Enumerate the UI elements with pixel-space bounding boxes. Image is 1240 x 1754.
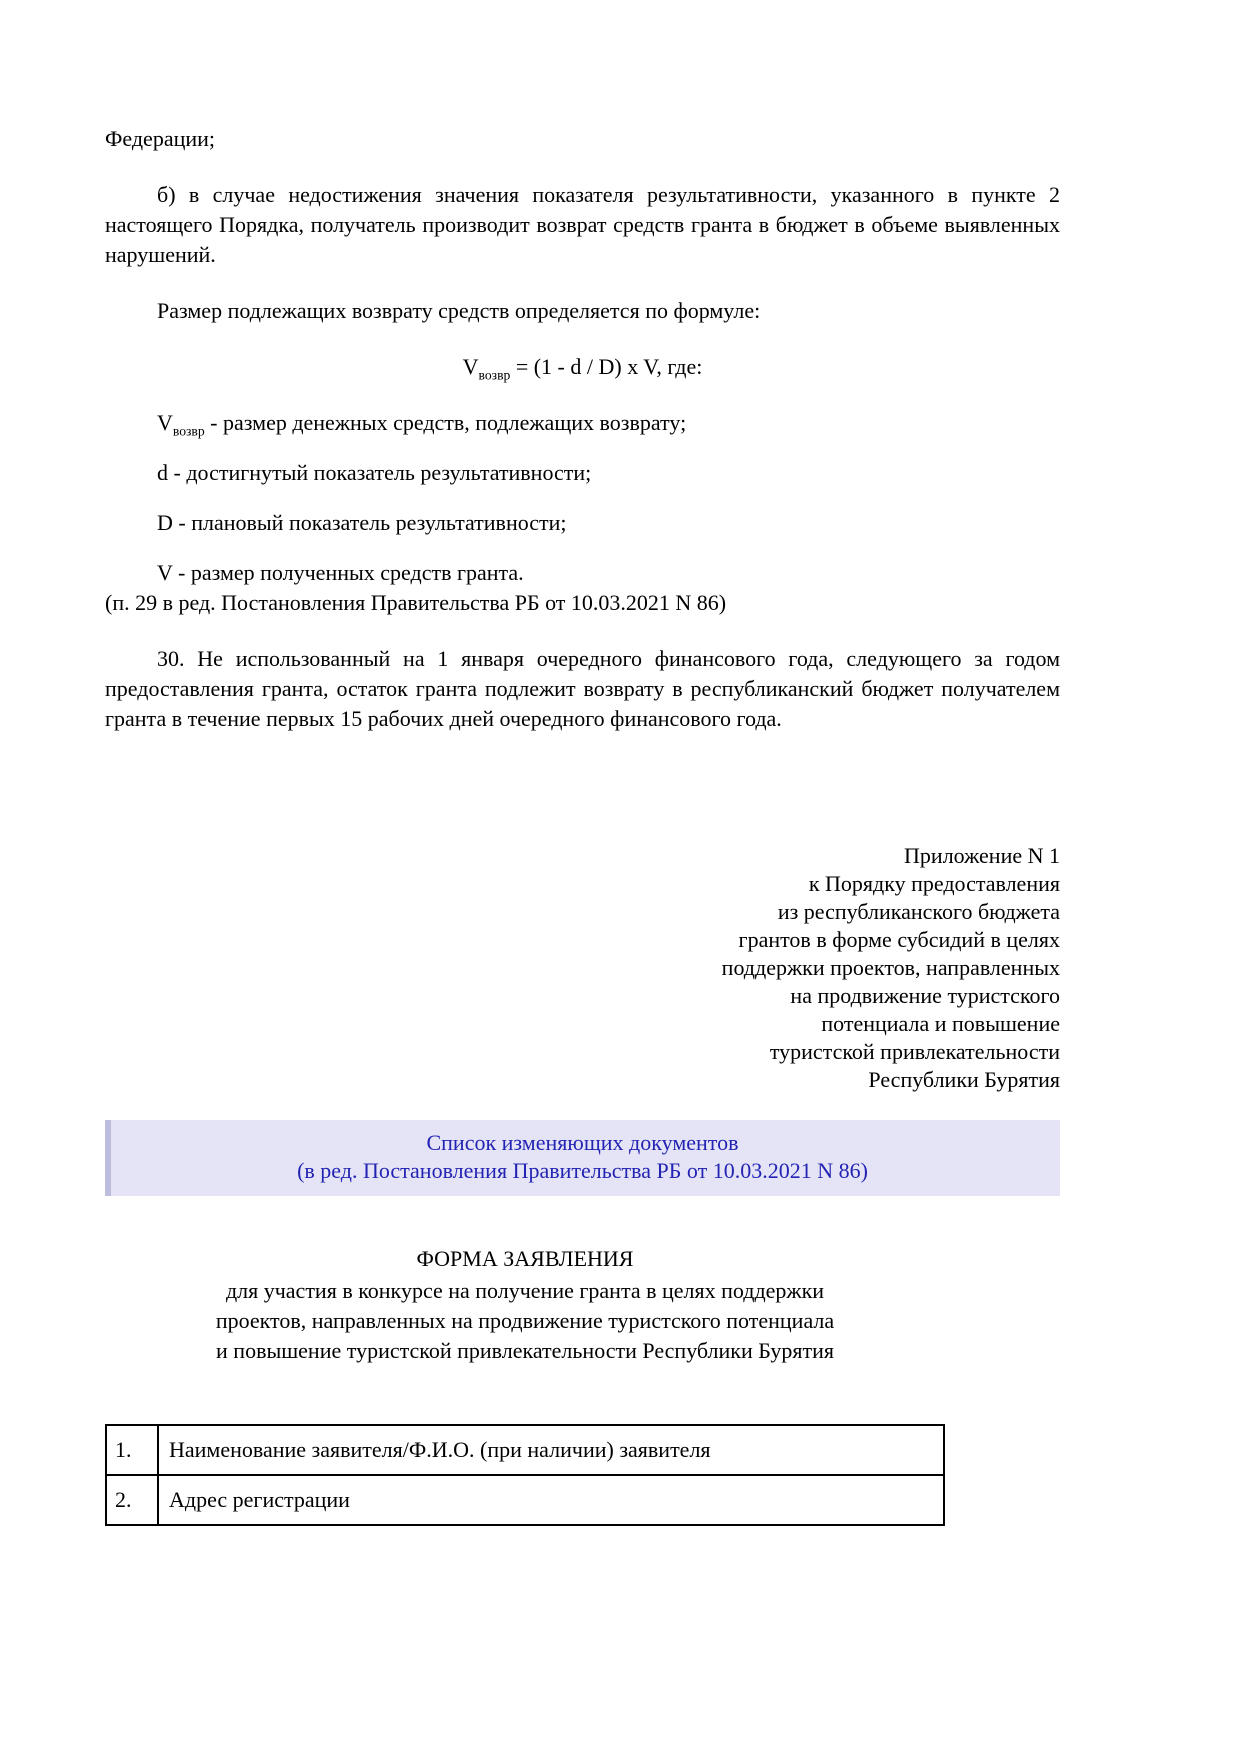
form-subtitle-line: и повышение туристской привлекательности Республики Бурятия [216, 1338, 834, 1363]
appendix-line: грантов в форме субсидий в целях [738, 927, 1060, 952]
formula-subscript: возвр [478, 367, 511, 383]
definition-big-v: V - размер полученных средств гранта. [157, 560, 524, 585]
amendment-note-p29: (п. 29 в ред. Постановления Правительства РБ от 10.03.2021 N 86) [105, 590, 727, 615]
formula [105, 352, 1060, 382]
form-title-block [105, 1244, 945, 1366]
appendix-line: поддержки проектов, направленных [721, 955, 1060, 980]
appendix-line: к Порядку предоставления [808, 871, 1060, 896]
definition-variable: V [157, 410, 173, 435]
table-row [106, 1475, 944, 1525]
formula-variable: V [462, 354, 479, 379]
amendments-box-title: Список изменяющих документов [426, 1130, 739, 1155]
definition-subscript: возвр [172, 423, 205, 439]
table-row [106, 1425, 944, 1475]
appendix-line: из республиканского бюджета [777, 899, 1060, 924]
appendix-block [105, 842, 1060, 1094]
amendments-box [105, 1120, 1060, 1196]
application-form-table [105, 1424, 945, 1526]
form-title: ФОРМА ЗАЯВЛЕНИЯ [416, 1246, 634, 1271]
amendments-box-note: (в ред. Постановления Правительства РБ от 10.03.2021 N 86) [297, 1158, 868, 1183]
appendix-line: туристской привлекательности [769, 1039, 1060, 1064]
row-label-cell: Адрес регистрации [158, 1475, 944, 1525]
definition-big-d: D - плановый показатель результативности; [157, 510, 567, 535]
paragraph-30: 30. Не использованный на 1 января очередного финансового года, следующего за годом предоставления гранта, остаток гранта подлежит возврату в республиканский бюджет получателем гранта в течение первых 15 рабочих дней очередного финансового года. [105, 646, 1060, 731]
appendix-line: Приложение N 1 [904, 843, 1060, 868]
formula-intro: Размер подлежащих возврату средств определяется по формуле: [157, 298, 761, 323]
definition-text: - размер денежных средств, подлежащих возврату; [204, 410, 687, 435]
appendix-line: Республики Бурятия [868, 1067, 1060, 1092]
form-subtitle-line: проектов, направленных на продвижение туристского потенциала [215, 1308, 835, 1333]
appendix-line: на продвижение туристского [790, 983, 1060, 1008]
appendix-line: потенциала и повышение [821, 1011, 1060, 1036]
paragraph-b: б) в случае недостижения значения показателя результативности, указанного в пункте 2 настоящего Порядка, получатель производит возврат средств гранта в бюджет в объеме выявленных нарушений. [105, 182, 1060, 267]
form-subtitle-line: для участия в конкурсе на получение гранта в целях поддержки [225, 1278, 825, 1303]
row-number-cell: 2. [106, 1475, 158, 1525]
formula-expression: = (1 - d / D) x V, где: [510, 354, 703, 379]
row-label-cell: Наименование заявителя/Ф.И.О. (при наличии) заявителя [158, 1425, 944, 1475]
paragraph-continuation: Федерации; [105, 126, 216, 151]
definition-v-vozvr [105, 408, 1060, 438]
definition-d: d - достигнутый показатель результативности; [157, 460, 592, 485]
row-number-cell: 1. [106, 1425, 158, 1475]
